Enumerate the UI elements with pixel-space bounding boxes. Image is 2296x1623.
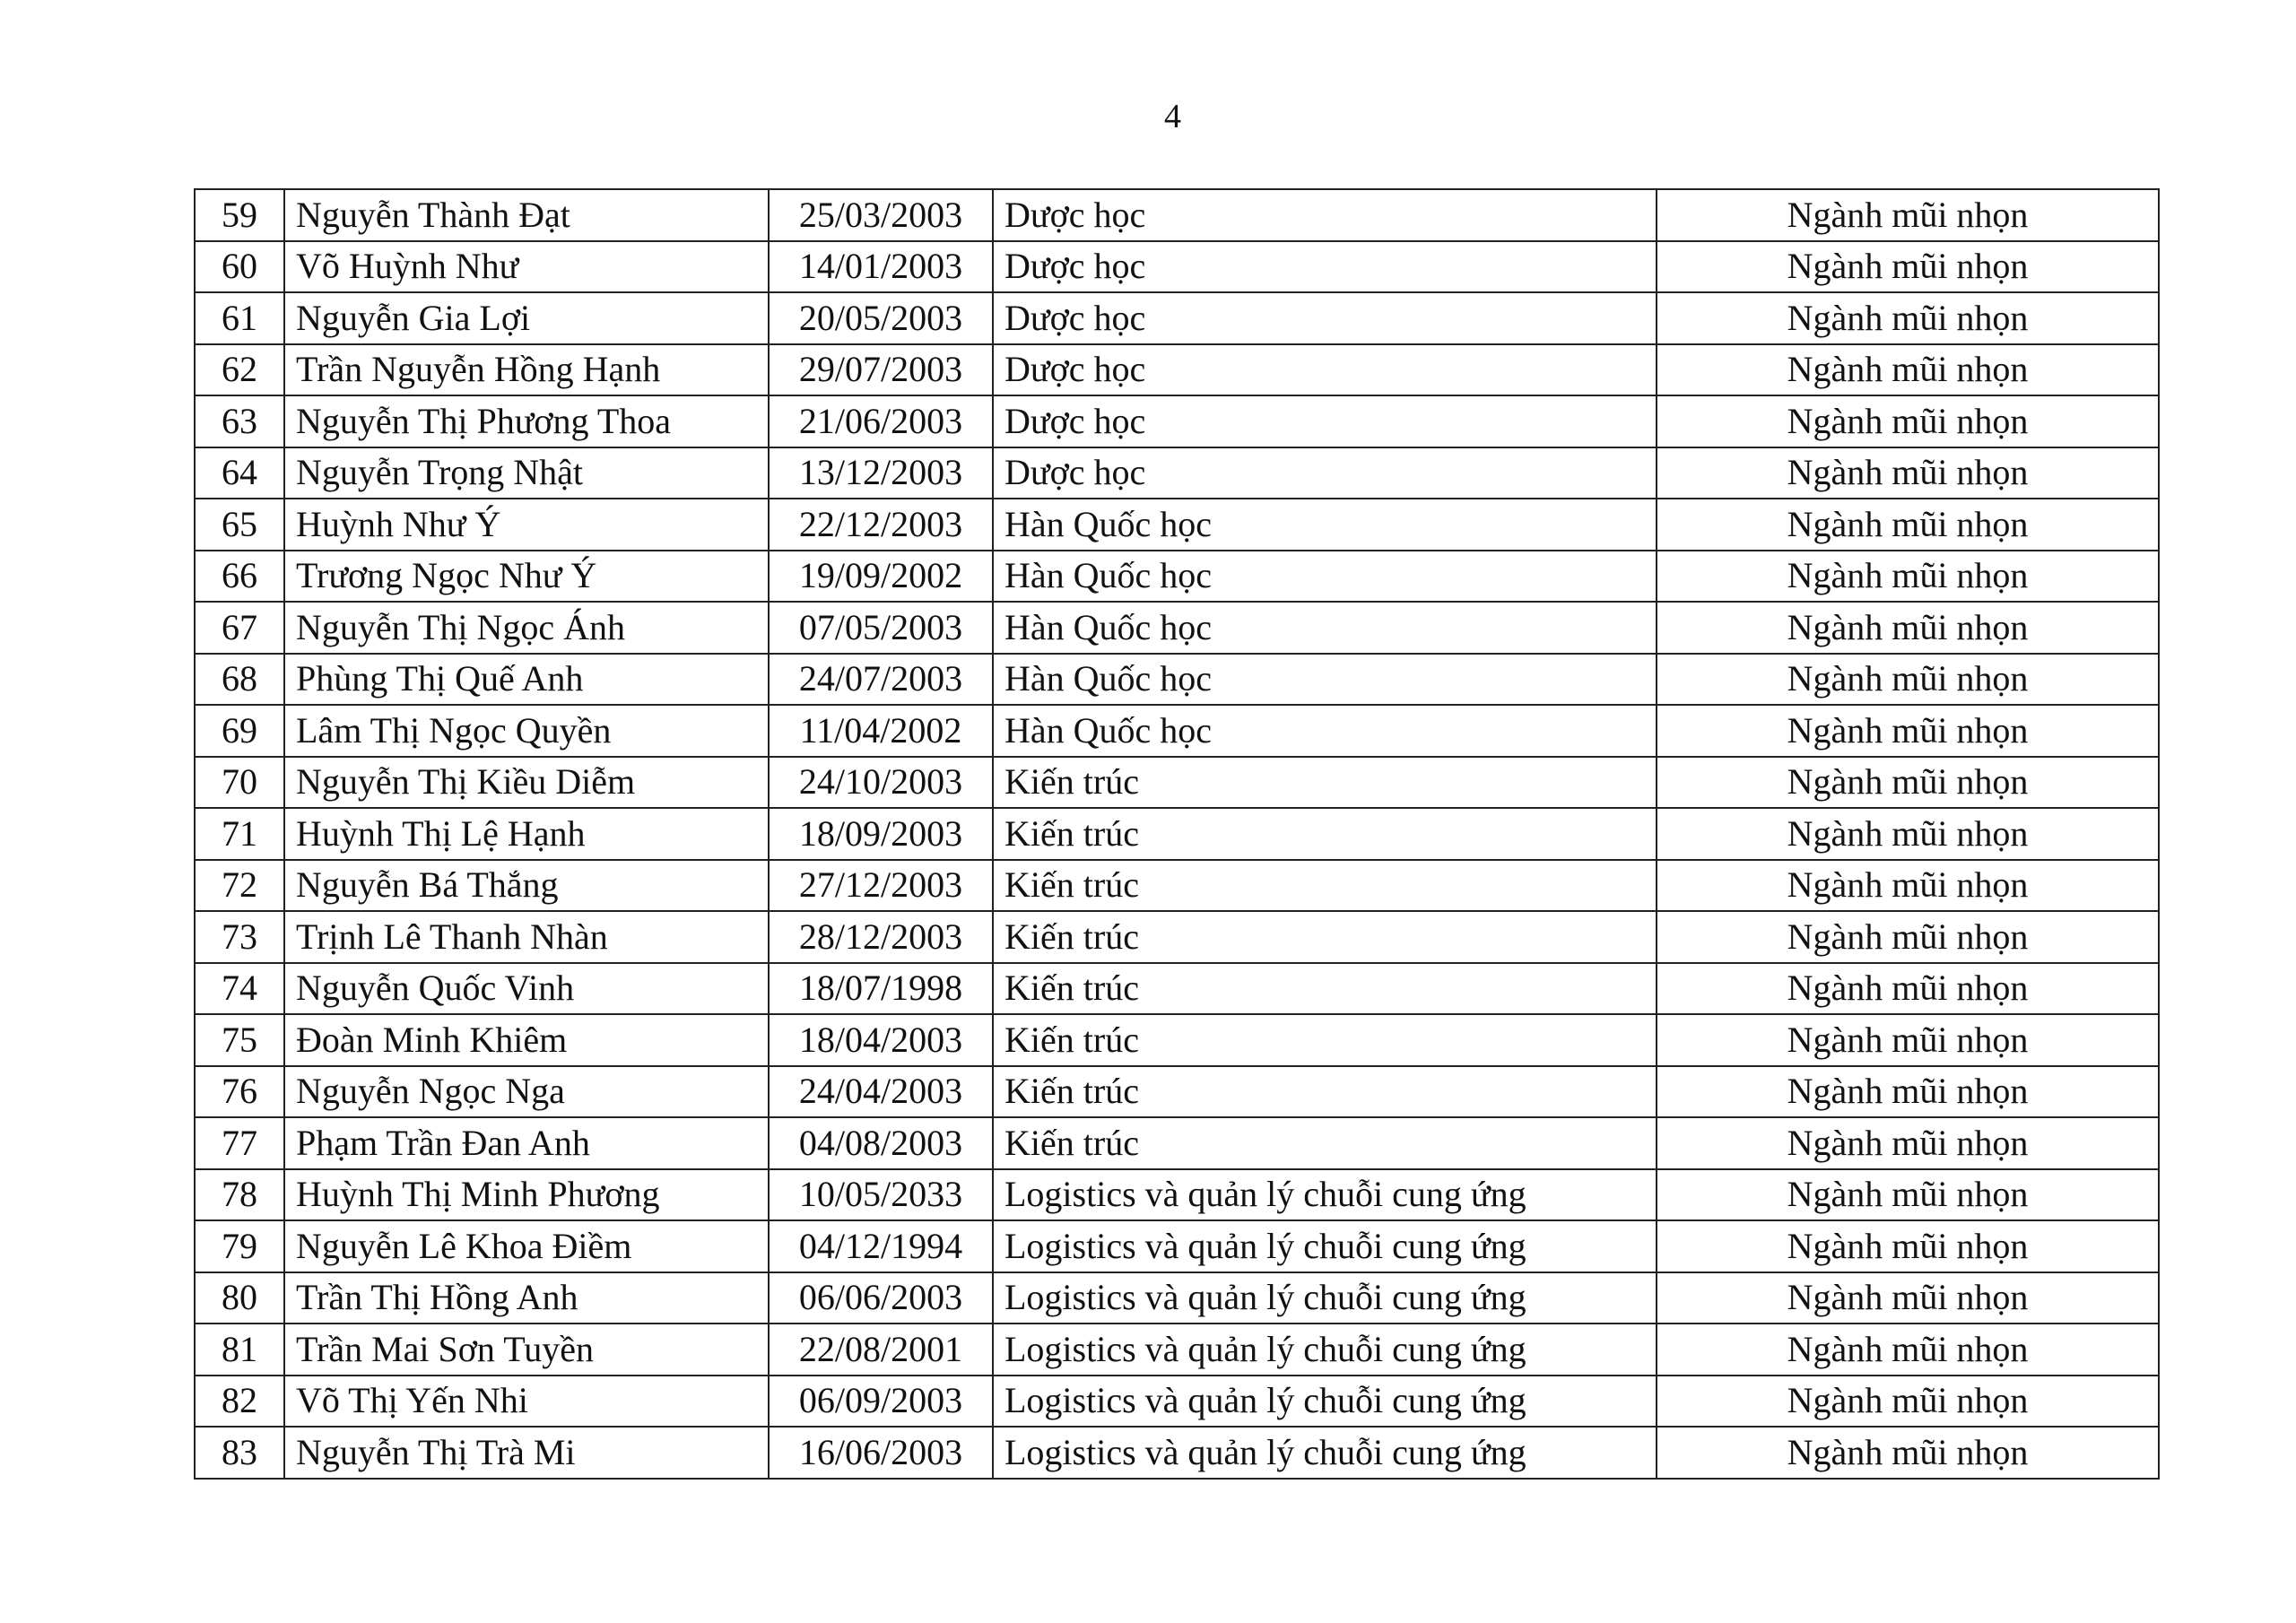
major-name: Logistics và quản lý chuỗi cung ứng (993, 1272, 1657, 1324)
row-number: 62 (195, 344, 284, 396)
major-name: Logistics và quản lý chuỗi cung ứng (993, 1427, 1657, 1479)
note-cell: Ngành mũi nhọn (1657, 654, 2159, 706)
date-of-birth: 04/08/2003 (769, 1117, 993, 1169)
student-table-body (195, 189, 2159, 1479)
date-of-birth: 24/04/2003 (769, 1066, 993, 1118)
major-name: Hàn Quốc học (993, 602, 1657, 654)
row-number: 78 (195, 1169, 284, 1221)
table-row (195, 292, 2159, 344)
date-of-birth: 18/04/2003 (769, 1014, 993, 1066)
date-of-birth: 24/07/2003 (769, 654, 993, 706)
student-name: Nguyễn Quốc Vinh (284, 963, 769, 1015)
note-cell: Ngành mũi nhọn (1657, 551, 2159, 603)
student-name: Nguyễn Thị Phương Thoa (284, 395, 769, 447)
date-of-birth: 20/05/2003 (769, 292, 993, 344)
date-of-birth: 06/09/2003 (769, 1376, 993, 1428)
row-number: 69 (195, 705, 284, 757)
note-cell: Ngành mũi nhọn (1657, 808, 2159, 860)
table-row (195, 1272, 2159, 1324)
note-cell: Ngành mũi nhọn (1657, 1220, 2159, 1272)
student-name: Võ Huỳnh Như (284, 241, 769, 293)
note-cell: Ngành mũi nhọn (1657, 1169, 2159, 1221)
major-name: Kiến trúc (993, 1117, 1657, 1169)
note-cell: Ngành mũi nhọn (1657, 189, 2159, 241)
page-number: 4 (1164, 98, 1181, 135)
student-name: Nguyễn Thị Ngọc Ánh (284, 602, 769, 654)
table-row (195, 241, 2159, 293)
note-cell: Ngành mũi nhọn (1657, 705, 2159, 757)
note-cell: Ngành mũi nhọn (1657, 292, 2159, 344)
row-number: 66 (195, 551, 284, 603)
table-row (195, 551, 2159, 603)
major-name: Hàn Quốc học (993, 499, 1657, 551)
table-row (195, 860, 2159, 912)
row-number: 65 (195, 499, 284, 551)
student-table (194, 188, 2160, 1480)
table-row (195, 1169, 2159, 1221)
student-name: Trần Mai Sơn Tuyền (284, 1324, 769, 1376)
row-number: 72 (195, 860, 284, 912)
date-of-birth: 24/10/2003 (769, 757, 993, 809)
row-number: 79 (195, 1220, 284, 1272)
table-row (195, 189, 2159, 241)
student-name: Nguyễn Trọng Nhật (284, 447, 769, 499)
date-of-birth: 10/05/2033 (769, 1169, 993, 1221)
major-name: Hàn Quốc học (993, 654, 1657, 706)
major-name: Kiến trúc (993, 911, 1657, 963)
table-row (195, 963, 2159, 1015)
table-row (195, 705, 2159, 757)
row-number: 70 (195, 757, 284, 809)
student-name: Nguyễn Bá Thắng (284, 860, 769, 912)
date-of-birth: 13/12/2003 (769, 447, 993, 499)
date-of-birth: 27/12/2003 (769, 860, 993, 912)
student-name: Nguyễn Ngọc Nga (284, 1066, 769, 1118)
date-of-birth: 18/07/1998 (769, 963, 993, 1015)
date-of-birth: 28/12/2003 (769, 911, 993, 963)
table-row (195, 1220, 2159, 1272)
row-number: 76 (195, 1066, 284, 1118)
row-number: 60 (195, 241, 284, 293)
student-name: Phùng Thị Quế Anh (284, 654, 769, 706)
student-name: Huỳnh Thị Lệ Hạnh (284, 808, 769, 860)
note-cell: Ngành mũi nhọn (1657, 1272, 2159, 1324)
table-row (195, 1117, 2159, 1169)
note-cell: Ngành mũi nhọn (1657, 499, 2159, 551)
student-name: Đoàn Minh Khiêm (284, 1014, 769, 1066)
major-name: Kiến trúc (993, 757, 1657, 809)
major-name: Dược học (993, 189, 1657, 241)
student-name: Nguyễn Gia Lợi (284, 292, 769, 344)
major-name: Dược học (993, 241, 1657, 293)
table-row (195, 808, 2159, 860)
student-name: Võ Thị Yến Nhi (284, 1376, 769, 1428)
note-cell: Ngành mũi nhọn (1657, 1014, 2159, 1066)
table-row (195, 911, 2159, 963)
student-name: Nguyễn Thị Kiều Diễm (284, 757, 769, 809)
note-cell: Ngành mũi nhọn (1657, 911, 2159, 963)
table-row (195, 344, 2159, 396)
student-name: Trịnh Lê Thanh Nhàn (284, 911, 769, 963)
table-row (195, 395, 2159, 447)
major-name: Logistics và quản lý chuỗi cung ứng (993, 1220, 1657, 1272)
date-of-birth: 06/06/2003 (769, 1272, 993, 1324)
major-name: Hàn Quốc học (993, 551, 1657, 603)
major-name: Kiến trúc (993, 1014, 1657, 1066)
note-cell: Ngành mũi nhọn (1657, 447, 2159, 499)
major-name: Logistics và quản lý chuỗi cung ứng (993, 1376, 1657, 1428)
date-of-birth: 07/05/2003 (769, 602, 993, 654)
table-row (195, 1427, 2159, 1479)
major-name: Kiến trúc (993, 808, 1657, 860)
date-of-birth: 29/07/2003 (769, 344, 993, 396)
major-name: Kiến trúc (993, 1066, 1657, 1118)
student-name: Trương Ngọc Như Ý (284, 551, 769, 603)
row-number: 64 (195, 447, 284, 499)
note-cell: Ngành mũi nhọn (1657, 1066, 2159, 1118)
student-name: Huỳnh Như Ý (284, 499, 769, 551)
major-name: Dược học (993, 292, 1657, 344)
row-number: 77 (195, 1117, 284, 1169)
date-of-birth: 04/12/1994 (769, 1220, 993, 1272)
date-of-birth: 14/01/2003 (769, 241, 993, 293)
table-row (195, 1014, 2159, 1066)
date-of-birth: 22/12/2003 (769, 499, 993, 551)
row-number: 61 (195, 292, 284, 344)
student-name: Phạm Trần Đan Anh (284, 1117, 769, 1169)
row-number: 82 (195, 1376, 284, 1428)
date-of-birth: 18/09/2003 (769, 808, 993, 860)
note-cell: Ngành mũi nhọn (1657, 1427, 2159, 1479)
table-row (195, 757, 2159, 809)
major-name: Hàn Quốc học (993, 705, 1657, 757)
row-number: 74 (195, 963, 284, 1015)
table-row (195, 1376, 2159, 1428)
note-cell: Ngành mũi nhọn (1657, 395, 2159, 447)
student-name: Nguyễn Thị Trà Mi (284, 1427, 769, 1479)
table-row (195, 447, 2159, 499)
student-name: Trần Nguyễn Hồng Hạnh (284, 344, 769, 396)
row-number: 73 (195, 911, 284, 963)
major-name: Dược học (993, 395, 1657, 447)
row-number: 63 (195, 395, 284, 447)
note-cell: Ngành mũi nhọn (1657, 1376, 2159, 1428)
note-cell: Ngành mũi nhọn (1657, 241, 2159, 293)
note-cell: Ngành mũi nhọn (1657, 757, 2159, 809)
major-name: Dược học (993, 344, 1657, 396)
date-of-birth: 22/08/2001 (769, 1324, 993, 1376)
student-name: Nguyễn Lê Khoa Điềm (284, 1220, 769, 1272)
major-name: Dược học (993, 447, 1657, 499)
date-of-birth: 19/09/2002 (769, 551, 993, 603)
date-of-birth: 11/04/2002 (769, 705, 993, 757)
major-name: Kiến trúc (993, 860, 1657, 912)
row-number: 59 (195, 189, 284, 241)
note-cell: Ngành mũi nhọn (1657, 344, 2159, 396)
row-number: 75 (195, 1014, 284, 1066)
row-number: 80 (195, 1272, 284, 1324)
date-of-birth: 16/06/2003 (769, 1427, 993, 1479)
student-name: Trần Thị Hồng Anh (284, 1272, 769, 1324)
row-number: 83 (195, 1427, 284, 1479)
note-cell: Ngành mũi nhọn (1657, 1324, 2159, 1376)
date-of-birth: 25/03/2003 (769, 189, 993, 241)
table-row (195, 1066, 2159, 1118)
table-row (195, 654, 2159, 706)
major-name: Logistics và quản lý chuỗi cung ứng (993, 1169, 1657, 1221)
date-of-birth: 21/06/2003 (769, 395, 993, 447)
note-cell: Ngành mũi nhọn (1657, 860, 2159, 912)
table-row (195, 1324, 2159, 1376)
note-cell: Ngành mũi nhọn (1657, 963, 2159, 1015)
note-cell: Ngành mũi nhọn (1657, 1117, 2159, 1169)
major-name: Kiến trúc (993, 963, 1657, 1015)
table-row (195, 499, 2159, 551)
row-number: 81 (195, 1324, 284, 1376)
row-number: 71 (195, 808, 284, 860)
note-cell: Ngành mũi nhọn (1657, 602, 2159, 654)
student-name: Nguyễn Thành Đạt (284, 189, 769, 241)
student-name: Huỳnh Thị Minh Phương (284, 1169, 769, 1221)
major-name: Logistics và quản lý chuỗi cung ứng (993, 1324, 1657, 1376)
row-number: 68 (195, 654, 284, 706)
student-name: Lâm Thị Ngọc Quyền (284, 705, 769, 757)
table-row (195, 602, 2159, 654)
row-number: 67 (195, 602, 284, 654)
